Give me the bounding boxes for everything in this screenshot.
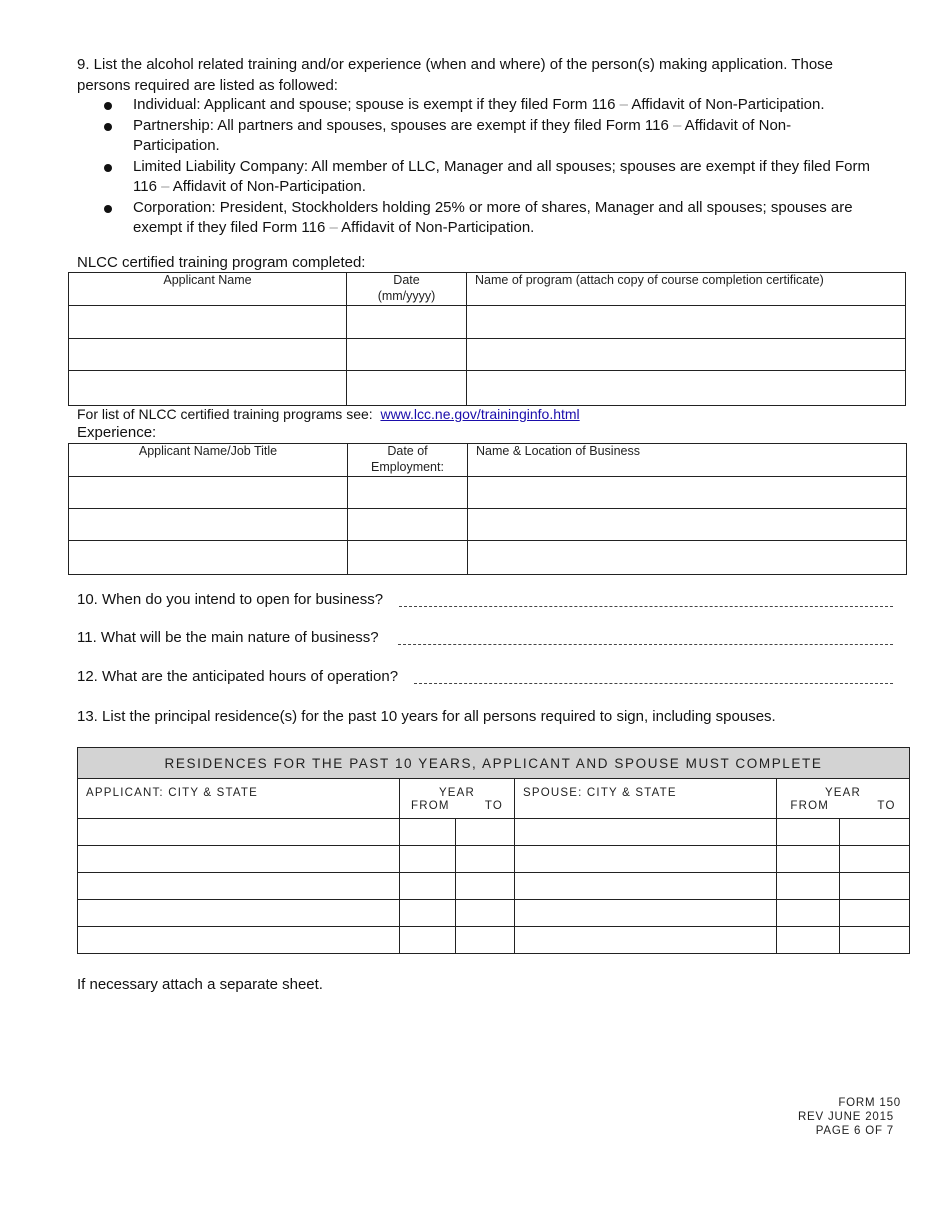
to-cell[interactable]	[456, 819, 515, 846]
form-footer	[798, 1096, 901, 1138]
from-cell[interactable]	[777, 900, 840, 927]
applicant-city-state-header: APPLICANT: CITY & STATE	[78, 779, 400, 819]
date-cell[interactable]	[347, 306, 467, 339]
col-business-location: Name & Location of Business	[468, 444, 907, 477]
question-10-text: 10. When do you intend to open for business?	[77, 591, 384, 608]
bullet-partnership: Partnership: All partners and spouses, spouses are exempt if they filed Form 116 – Affidavit of Non-Participation.	[133, 117, 792, 154]
bullet-dot	[104, 205, 112, 213]
job-title-cell[interactable]	[69, 541, 348, 575]
date-cell[interactable]	[347, 339, 467, 371]
to-label: TO	[877, 800, 896, 812]
training-table	[68, 272, 906, 406]
applicant-year-header	[400, 779, 515, 819]
question-12-answer-line[interactable]	[414, 683, 893, 684]
table-row	[78, 927, 910, 954]
to-cell[interactable]	[840, 927, 910, 954]
from-cell[interactable]	[400, 927, 456, 954]
spouse-year-header	[777, 779, 910, 819]
question-11-text: 11. What will be the main nature of business?	[77, 629, 379, 646]
table-row	[78, 900, 910, 927]
applicant-name-cell[interactable]	[69, 371, 347, 406]
applicant-name-cell[interactable]	[69, 339, 347, 371]
question-11	[77, 628, 379, 648]
from-cell[interactable]	[400, 900, 456, 927]
to-cell[interactable]	[840, 846, 910, 873]
col-applicant-name: Applicant Name	[69, 273, 347, 306]
table-row	[78, 819, 910, 846]
spouse-city-cell[interactable]	[515, 927, 777, 954]
job-title-cell[interactable]	[69, 509, 348, 541]
question-13-text: 13. List the principal residence(s) for the past 10 years for all persons required to sign, including spouses.	[77, 708, 776, 725]
from-label: FROM	[411, 800, 450, 812]
bullet-dot	[104, 102, 112, 110]
date-cell[interactable]	[347, 371, 467, 406]
q9-intro: 9. List the alcohol related training and/or experience (when and where) of the person(s) making application. Those persons required are listed as followed:	[77, 56, 833, 94]
training-info-link[interactable]: www.lcc.ne.gov/traininginfo.html	[380, 406, 580, 422]
spouse-city-cell[interactable]	[515, 900, 777, 927]
table-row	[69, 371, 906, 406]
question-10-answer-line[interactable]	[399, 606, 893, 607]
employment-date-cell[interactable]	[348, 541, 468, 575]
question-12-text: 12. What are the anticipated hours of operation?	[77, 668, 399, 685]
col-date: Date (mm/yyyy)	[347, 273, 467, 306]
bullet-dot	[104, 123, 112, 131]
training-note-text: For list of NLCC certified training programs see:	[77, 406, 373, 422]
question-12	[77, 667, 398, 687]
to-cell[interactable]	[456, 873, 515, 900]
applicant-city-cell[interactable]	[78, 927, 400, 954]
residences-banner: RESIDENCES FOR THE PAST 10 YEARS, APPLICANT AND SPOUSE MUST COMPLETE	[78, 748, 910, 779]
page-number: PAGE 6 OF 7	[815, 1125, 894, 1137]
to-cell[interactable]	[840, 873, 910, 900]
program-cell[interactable]	[467, 339, 906, 371]
table-row	[69, 541, 907, 575]
program-cell[interactable]	[467, 371, 906, 406]
from-cell[interactable]	[777, 819, 840, 846]
employment-date-cell[interactable]	[348, 509, 468, 541]
job-title-cell[interactable]	[69, 477, 348, 509]
year-label: YEAR	[438, 787, 476, 799]
program-cell[interactable]	[467, 306, 906, 339]
spouse-city-cell[interactable]	[515, 873, 777, 900]
revision-date: REV JUNE 2015	[797, 1111, 894, 1123]
from-cell[interactable]	[777, 846, 840, 873]
col-date-of-employment: Date of Employment:	[348, 444, 468, 477]
bullet-llc: Limited Liability Company: All member of LLC, Manager and all spouses; spouses are exempt if they filed Form 116 – Affidavit of Non-Participation.	[133, 158, 871, 195]
bullet-corporation: Corporation: President, Stockholders holding 25% or more of shares, Manager and all spouses; spouses are exempt if they filed Form 116 – Affidavit of Non-Participation.	[133, 199, 853, 236]
to-cell[interactable]	[840, 900, 910, 927]
business-cell[interactable]	[468, 541, 907, 575]
employment-date-cell[interactable]	[348, 477, 468, 509]
question-10	[77, 590, 383, 610]
business-cell[interactable]	[468, 477, 907, 509]
year-label: YEAR	[824, 787, 862, 799]
to-cell[interactable]	[456, 900, 515, 927]
business-cell[interactable]	[468, 509, 907, 541]
spouse-city-cell[interactable]	[515, 819, 777, 846]
from-label: FROM	[790, 800, 830, 812]
applicant-city-cell[interactable]	[78, 819, 400, 846]
applicant-city-cell[interactable]	[78, 873, 400, 900]
table-row	[69, 509, 907, 541]
table-row	[69, 339, 906, 371]
col-applicant-job-title: Applicant Name/Job Title	[69, 444, 348, 477]
spouse-city-cell[interactable]	[515, 846, 777, 873]
attach-note: If necessary attach a separate sheet.	[77, 976, 323, 993]
bullet-individual: Individual: Applicant and spouse; spouse is exempt if they filed Form 116 – Affidavit of Non-Participation.	[133, 96, 825, 113]
question-13	[77, 707, 776, 727]
experience-table	[68, 443, 907, 575]
to-cell[interactable]	[456, 846, 515, 873]
question-11-answer-line[interactable]	[398, 644, 893, 645]
residences-table	[77, 747, 910, 954]
from-cell[interactable]	[777, 873, 840, 900]
from-cell[interactable]	[400, 819, 456, 846]
training-label: NLCC certified training program completed:	[77, 254, 366, 271]
spouse-city-state-header: SPOUSE: CITY & STATE	[515, 779, 777, 819]
to-label: TO	[484, 800, 503, 812]
training-note	[77, 404, 580, 424]
applicant-name-cell[interactable]	[69, 306, 347, 339]
experience-label: Experience:	[77, 424, 157, 441]
from-cell[interactable]	[400, 873, 456, 900]
from-cell[interactable]	[400, 846, 456, 873]
table-row	[69, 477, 907, 509]
table-row	[78, 846, 910, 873]
from-cell[interactable]	[777, 927, 840, 954]
applicant-city-cell[interactable]	[78, 846, 400, 873]
col-program-name: Name of program (attach copy of course completion certificate)	[467, 273, 906, 306]
table-row	[69, 306, 906, 339]
applicant-city-cell[interactable]	[78, 900, 400, 927]
to-cell[interactable]	[456, 927, 515, 954]
form-number: FORM 150	[838, 1097, 901, 1109]
bullet-dot	[104, 164, 112, 172]
table-row	[78, 873, 910, 900]
to-cell[interactable]	[840, 819, 910, 846]
